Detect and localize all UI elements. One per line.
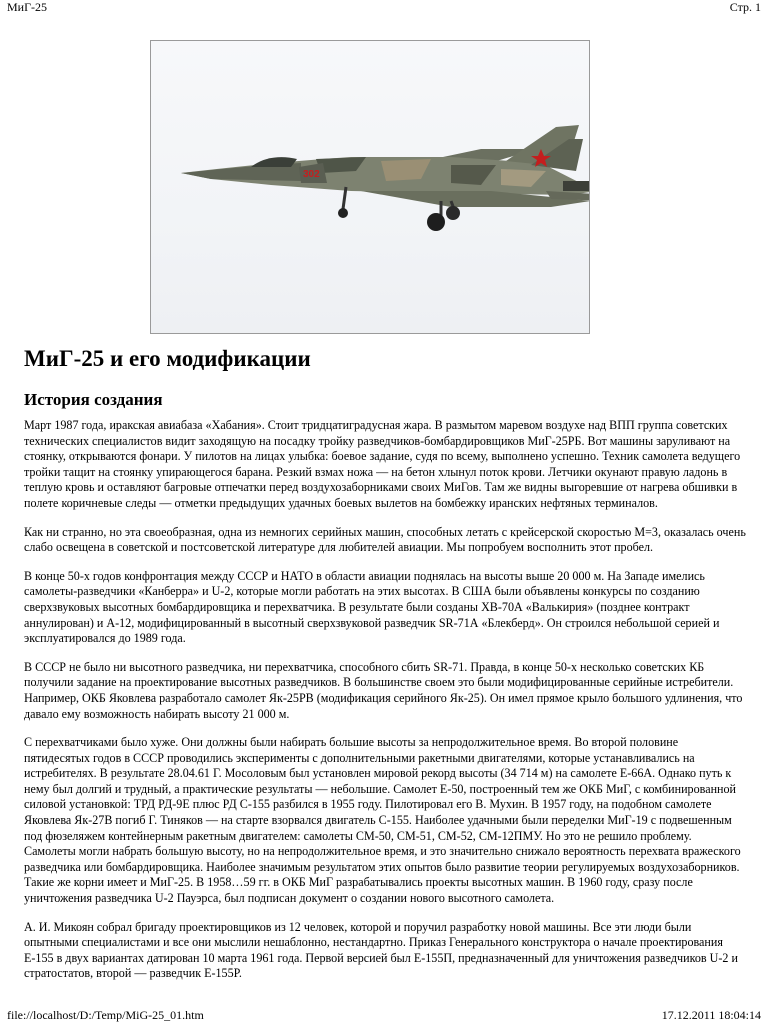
print-footer-timestamp: 17.12.2011 18:04:14 (661, 1008, 761, 1022)
mig-25-aircraft-photo (151, 41, 589, 333)
article-paragraph: Март 1987 года, иракская авиабаза «Хабания». Стоит тридцатиградусная жара. В размытом маревом воздухе над ВПП группа советских технических специалистов видит заходящую на посадку тройку разведчиков-бомбардировщиков МиГ-25РБ. Вот машины заруливают на стоянку, открываются фонари. У пилотов на лицах улыбка: боевое задание, судя по всему, выполнено успешно. Техник самолета ведущего тройки тащит на стоянку упирающегося барана. Резкий взмах ножа — на бетон хлынул поток крови. Летчики окунают правую ладонь в теплую кровь и оставляют багровые отпечатки перед воздухозаборниками своих МиГов. Там же видны выгоревшие от нагрева обшивки в полете коричневые следы — отметки предыдущих удачных боевых вылетов на бомбежку иранских нефтяных терминалов. (24, 418, 741, 510)
article-paragraph: В СССР не было ни высотного разведчика, ни перехватчика, способного сбить SR-71. Правда, в конце 50-х несколько советских КБ получили задание на проектирование высотных разведчиков. В большинстве своем это были модифицированные серийные истребители. Например, ОКБ Яковлева разработало самолет Як-25РВ (модификация серийного Як-25). Он имел прямое крыло большого удлинения, что давало ему возможность набирать высоту 21 000 м. (24, 659, 743, 721)
article-body (24, 418, 746, 996)
article-paragraph: А. И. Микоян собрал бригаду проектировщиков из 12 человек, которой и поручил разработку новой машины. Все эти люди были опытными специалистами и все они мыслили нешаблонно, нестандартно. Приказ Генерального конструктора о начале проектирования Е-155 в двух вариантах датирован 10 марта 1961 года. Первой версией был Е-155П, предназначенный для уничтожения разведчиков U-2 и стратостатов, второй — разведчик Е-155Р. (24, 919, 738, 981)
article-paragraph: В конце 50-х годов конфронтация между СССР и НАТО в области авиации поднялась на высоты выше 20 000 м. На Западе имелись самолеты-разведчики «Канберра» и U-2, которые могли работать на этих высотах. В США были объявлены конкурсы по созданию сверхзвуковых высотных бомбардировщика и перехватчика. В результате были созданы ХВ-70А «Валькирия» (позднее контракт аннулирован) и А-12, модифицированный в высотный сверхзвуковой разведчик SR-71А «Блекберд». Он строился небольшой серией и эксплуатировался до 1989 года. (24, 568, 720, 646)
article-paragraph: Как ни странно, но эта своеобразная, одна из немногих серийных машин, способных летать с крейсерской скоростью М=3, оказалась очень слабо освещена в советской и постсоветской литературе для любителей авиации. Мы попробуем восполнить этот пробел. (24, 524, 746, 555)
article-paragraph (24, 995, 746, 996)
print-header-title: МиГ-25 (7, 0, 48, 14)
section-heading: История создания (24, 390, 163, 409)
aircraft-photo (150, 40, 590, 334)
print-footer-url: file://localhost/D:/Temp/MiG-25_01.htm (7, 1008, 204, 1022)
svg-text:302: 302 (303, 169, 320, 180)
print-header-page-number: Стр. 1 (729, 0, 761, 14)
article-title: МиГ-25 и его модификации (24, 346, 311, 371)
article-paragraph: С перехватчиками было хуже. Они должны были набирать большие высоты за непродолжительное время. Во второй половине пятидесятых годов в СССР проводились эксперименты с дополнительными ракетными двигателями, которые устанавливались на истребителях. В результате 28.04.61 Г. Мосоловым был установлен мировой рекорд высоты (34 714 м) на самолете Е-66А. Однако путь к нему был долгий и трудный, а практические результаты — небольшие. Самолет Е-50, построенный тем же ОКБ МиГ, с комбинированной силовой установкой: ТРД РД-9Е плюс РД С-155 разбился в 1955 году. Пилотировал его В. Мухин. В 1957 году, на подобном самолете Яковлева Як-27В погиб Г. Тиняков — на старте взорвался двигатель С-155. Наиболее удачными были переделки МиГ-19 с подвешенным под фюзеляжем контейнерным ракетным двигателем: самолеты СМ-50, СМ-51, СМ-52, СМ-12ПМУ. Но это не решило проблему. Самолеты могли набрать большую высоту, но на непродолжительное время, и это значительно снижало вероятность перехвата вражеского разведчика или бомбардировщика. Наиболее значимым результатом этих опытов было развитие теории регулируемых воздухозаборников. Такие же корни имеет и МиГ-25. В 1958…59 гг. в ОКБ МиГ разрабатывались проекты высотных машин. В 1960 году, сразу после уничтожения разведчика U-2 Пауэрса, был подписан документ о создании нового высотного самолета. (24, 735, 741, 906)
